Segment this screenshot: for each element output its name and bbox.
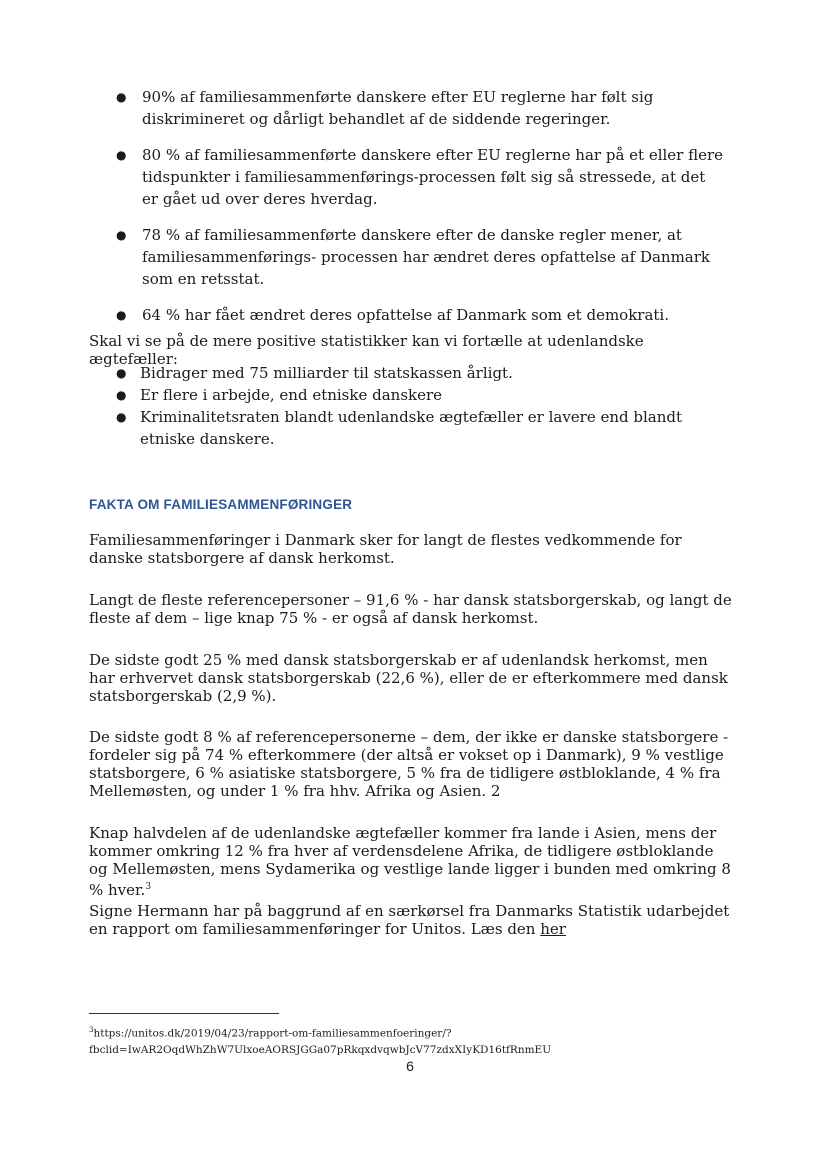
paragraph: De sidste godt 25 % med dansk statsborgerskab er af udenlandsk herkomst, men har erhvervet dansk statsborgerskab (22,6 %), eller de er efterkommere med dansk statsborgerskab (2,9 %). (89, 651, 728, 705)
report-link[interactable]: her (540, 920, 566, 938)
list-item: ● Kriminalitetsraten blandt udenlandske ægtefæller er lavere end blandt etniske danskere. (116, 406, 726, 450)
paragraph-text: Signe Hermann har på baggrund af en særkørsel fra Danmarks Statistik udarbejdet en rapport om familiesammenføringer for Unitos. Læs den (89, 902, 730, 938)
paragraph: Langt de fleste referencepersoner – 91,6 % - har dansk statsborgerskab, og langt de fleste af dem – lige knap 75 % - er også af dansk herkomst. (89, 591, 732, 627)
intro-paragraph: Skal vi se på de mere positive statistikker kan vi fortælle at udenlandske ægtefæller: (89, 332, 644, 368)
footnote-separator (89, 1013, 279, 1014)
list-item: ● 78 % af familiesammenførte danskere efter de danske regler mener, at familiesammenførings- processen har ændret deres opfattelse af Danmark som en retsstat. (116, 224, 726, 290)
paragraph: Familiesammenføringer i Danmark sker for langt de flestes vedkommende for danske statsborgere af dansk herkomst. (89, 531, 682, 567)
footnote-marker: 3 (89, 1026, 94, 1034)
list-item: ● Bidrager med 75 milliarder til statskassen årligt. (116, 362, 726, 384)
paragraph-text: Knap halvdelen af de udenlandske ægtefæller kommer fra lande i Asien, mens der kommer omkring 12 % fra hver af verdensdelene Afrika, de tidligere østbloklande og Mellemøsten, mens Sydamerika og vestlige lande ligger i bunden med omkring 8 % hver. (89, 824, 731, 899)
footnote-reference[interactable]: 3 (145, 882, 152, 892)
list-item: ● Er flere i arbejde, end etniske danskere (116, 384, 726, 406)
section-heading: FAKTA OM FAMILIESAMMENFØRINGER (89, 497, 353, 512)
footnote (89, 1022, 739, 1058)
list-item: ● 64 % har fået ændret deres opfattelse af Danmark som et demokrati. (116, 304, 726, 326)
list-item: ● 90% af familiesammenførte danskere efter EU reglerne har følt sig diskrimineret og dårligt behandlet af de siddende regeringer. (116, 86, 726, 130)
positive-bullet-list (116, 362, 726, 450)
statistics-bullet-list (116, 86, 726, 340)
paragraph (89, 824, 734, 899)
paragraph: De sidste godt 8 % af referencepersonerne – dem, der ikke er danske statsborgere - fordeler sig på 74 % efterkommere (der altså er vokset op i Danmark), 9 % vestlige statsborgere, 6 % asiatiske statsborgere, 5 % fra de tidligere østbloklande, 4 % fra Mellemøsten, og under 1 % fra hhv. Afrika og Asien. 2 (89, 728, 729, 800)
list-item: ● 80 % af familiesammenførte danskere efter EU reglerne har på et eller flere tidspunkter i familiesammenførings-processen følt sig så stressede, at det er gået ud over deres hverdag. (116, 144, 726, 210)
page-number: 6 (406, 1058, 414, 1074)
paragraph (89, 902, 734, 938)
footnote-url: https://unitos.dk/2019/04/23/rapport-om-familiesammenfoeringer/?fbclid=IwAR2OqdWhZhW7UlxoeAORSJGGa07pRkqxdvqwbJcV77zdxXIyKD16tfRnmEU (89, 1027, 552, 1056)
